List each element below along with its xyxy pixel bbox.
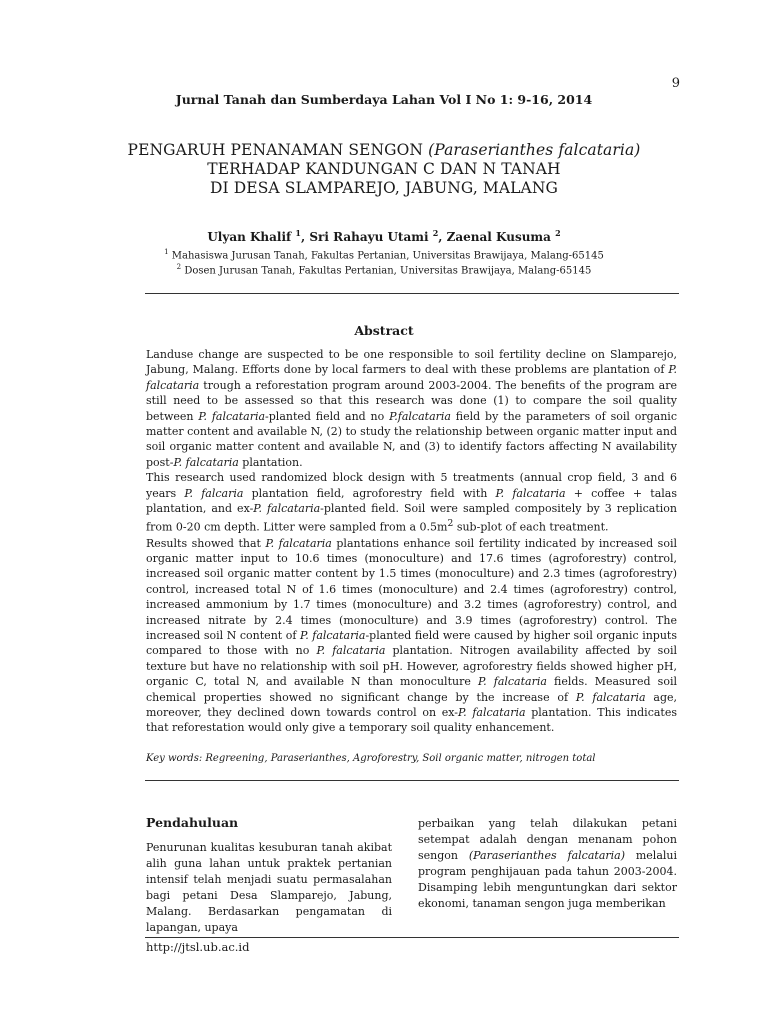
right-column-text: perbaikan yang telah dilakukan petani setempat adalah dengan menanam pohon sengon (Paraserianthes falcataria) melalui program penghijauan pada tahun 2003-2004. Disamping lebih menguntungkan dari sektor ekonomi, tanaman sengon juga memberikan bbox=[418, 817, 677, 910]
title-line-1: PENGARUH PENANAMAN SENGON (Paraserianthes falcataria) bbox=[127, 141, 641, 159]
paper-title bbox=[0, 141, 768, 198]
section-heading: Pendahuluan bbox=[146, 815, 239, 830]
abstract-paragraph: Results showed that P. falcataria plantations enhance soil fertility indicated by increased soil organic matter input to 10.6 times (monoculture) and 17.6 times (agroforestry) control, increased soil organic matter content by 1.5 times (monoculture) and 2.3 times (agroforestry) control, increased total N of 1.6 times (monoculture) and 2.4 times (agroforestry) control, increased ammonium by 1.7 times (monoculture) and 3.2 times (agroforestry) control, and increased nitrate by 2.4 times (monoculture) and 3.9 times (agroforestry) control. The increased soil N content of P. falcataria-planted field were caused by higher soil organic inputs compared to those with no P. falcataria plantation. Nitrogen availability affected by soil texture but have no relationship with soil pH. However, agroforestry fields showed higher pH, organic C, total N, and available N than monoculture P. falcataria fields. Measured soil chemical properties showed no significant change by the increase of P. falcataria age, moreover, they declined down towards control on ex-P. falcataria plantation. This indicates that reforestation would only give a temporary soil quality enhancement. bbox=[146, 536, 677, 735]
divider bbox=[145, 780, 679, 781]
title-line-3: DI DESA SLAMPAREJO, JABUNG, MALANG bbox=[210, 179, 558, 197]
page-number: 9 bbox=[671, 76, 680, 91]
affiliation: $^2$ Dosen Jurusan Tanah, Fakultas Pertanian, Universitas Brawijaya, Malang-65145 bbox=[176, 263, 592, 277]
author-name: Zaenal Kusuma bbox=[446, 230, 551, 244]
abstract-heading: Abstract bbox=[354, 323, 414, 338]
author-name: Sri Rahayu Utami bbox=[309, 230, 429, 244]
title-line-2: TERHADAP KANDUNGAN C DAN N TANAH bbox=[207, 160, 561, 178]
left-column-text: Penurunan kualitas kesuburan tanah akibat alih guna lahan untuk praktek pertanian intensif telah menjadi suatu permasalahan bagi petani Desa Slamparejo, Jabung, Malang. Berdasarkan pengamatan di lapangan, upaya bbox=[146, 841, 392, 934]
divider bbox=[145, 293, 679, 294]
footer-divider bbox=[145, 937, 679, 938]
journal-header: Jurnal Tanah dan Sumberdaya Lahan Vol I No 1: 9-16, 2014 bbox=[175, 92, 593, 107]
footer-url[interactable]: http://jtsl.ub.ac.id bbox=[146, 940, 250, 954]
abstract-paragraph: Landuse change are suspected to be one responsible to soil fertility decline on Slamparejo, Jabung, Malang. Efforts done by local farmers to deal with these problems are plantation of P. falcataria trough a reforestation program around 2003-2004. The benefits of the program are still need to be assessed so that this research was done (1) to compare the soil quality between P. falcataria-planted field and no P.falcataria field by the parameters of soil organic matter content and available N, (2) to study the relationship between organic matter input and soil organic matter content and available N, and (3) to identify factors affecting N availability post-P. falcataria plantation. bbox=[146, 348, 677, 469]
author-name: Ulyan Khalif bbox=[207, 230, 292, 244]
affiliation: $^1$ Mahasiswa Jurusan Tanah, Fakultas Pertanian, Universitas Brawijaya, Malang-65145 bbox=[164, 248, 604, 262]
abstract-paragraph: This research used randomized block design with 5 treatments (annual crop field, 3 and 6 years P. falcaria plantation field, agroforestry field with P. falcataria + coffee + talas plantation, and ex-P. falcataria-planted field. Soil were sampled compositely by 3 replication from 0-20 cm depth. Litter were sampled from a $0.5m^2$ sub-plot of each treatment. bbox=[146, 471, 677, 535]
abstract-body bbox=[146, 347, 677, 736]
keywords: Key words: Regreening, Paraserianthes, Agroforestry, Soil organic matter, nitrogen total bbox=[146, 753, 596, 764]
author-list: Ulyan Khalif $^1$, Sri Rahayu Utami $^2$, Zaenal Kusuma $^2$ bbox=[207, 228, 561, 244]
